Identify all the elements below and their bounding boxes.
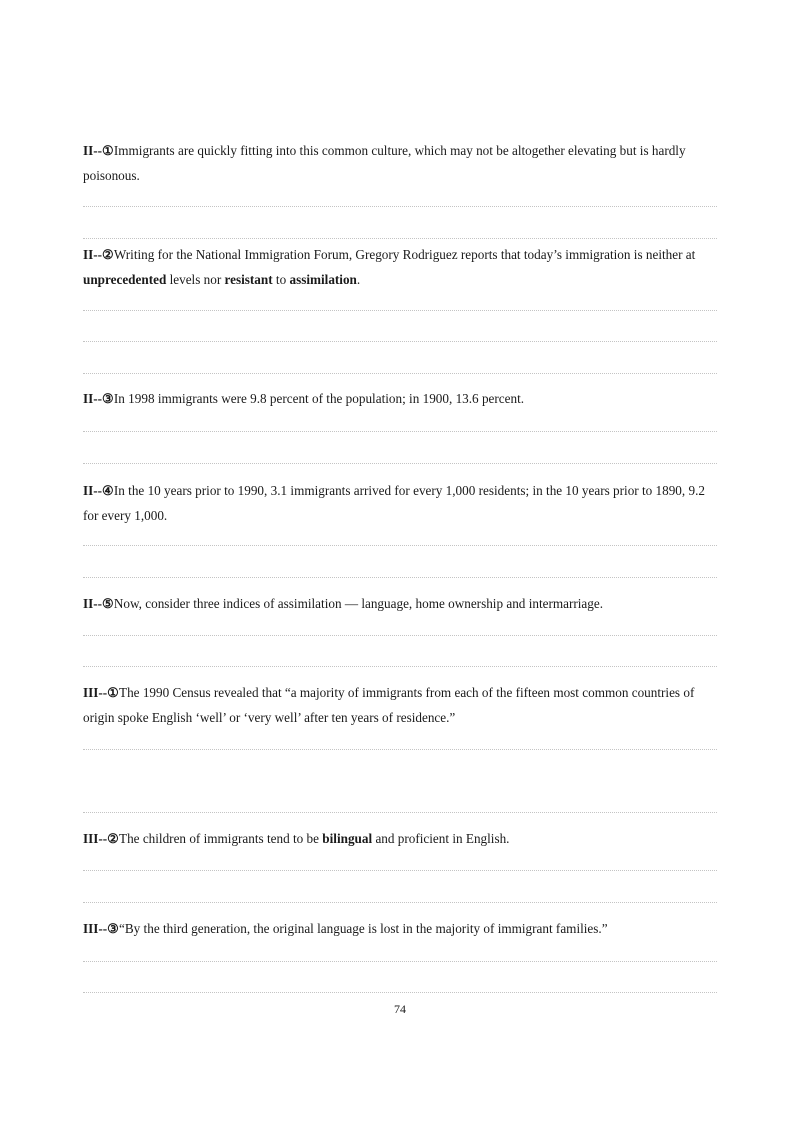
entry-text: . — [356, 272, 361, 287]
entry-text: Immigrants are quickly fitting into this common culture, which may not be altogether elevating but is hardly poisonous. — [83, 143, 686, 183]
answer-line — [83, 961, 717, 962]
entry-id: III--③ — [83, 921, 120, 936]
entry-text: and proficient in English. — [372, 831, 510, 846]
keyword-unprecedented: unprecedented — [83, 272, 167, 287]
paragraph-III-1 — [83, 680, 723, 730]
answer-line — [83, 902, 717, 903]
answer-line — [83, 463, 717, 464]
paragraph-II-5 — [83, 591, 723, 616]
answer-line — [83, 577, 717, 578]
entry-text: “By the third generation, the original language is lost in the majority of immigrant families.” — [119, 921, 608, 936]
entry-id: II--⑤ — [83, 596, 114, 611]
entry-text: The children of immigrants tend to be — [119, 831, 323, 846]
paragraph-II-3 — [83, 386, 723, 411]
answer-line — [83, 635, 717, 636]
paragraph-II-2 — [83, 242, 723, 292]
answer-line — [83, 749, 717, 750]
entry-text: to — [272, 272, 290, 287]
answer-line — [83, 992, 717, 993]
keyword-resistant: resistant — [224, 272, 273, 287]
answer-line — [83, 373, 717, 374]
paragraph-II-4 — [83, 478, 723, 528]
answer-line — [83, 666, 717, 667]
entry-id: II--④ — [83, 483, 114, 498]
entry-text: levels nor — [166, 272, 225, 287]
paragraph-II-1 — [83, 138, 723, 188]
entry-id: III--① — [83, 685, 120, 700]
answer-line — [83, 206, 717, 207]
answer-line — [83, 238, 717, 239]
answer-line — [83, 812, 717, 813]
entry-id: III--② — [83, 831, 120, 846]
entry-id: II--② — [83, 247, 114, 262]
answer-line — [83, 545, 717, 546]
entry-id: II--③ — [83, 391, 114, 406]
answer-line — [83, 310, 717, 311]
entry-text: In the 10 years prior to 1990, 3.1 immigrants arrived for every 1,000 residents; in the 10 years prior to 1890, 9.2 for every 1,000. — [83, 483, 705, 523]
entry-text: The 1990 Census revealed that “a majority of immigrants from each of the fifteen most common countries of origin spoke English ‘well’ or ‘very well’ after ten years of residence.” — [83, 685, 695, 725]
paragraph-III-3 — [83, 916, 723, 941]
answer-line — [83, 341, 717, 342]
entry-text: In 1998 immigrants were 9.8 percent of the population; in 1900, 13.6 percent. — [113, 391, 525, 406]
entry-text: Now, consider three indices of assimilation — language, home ownership and intermarriage. — [113, 596, 604, 611]
paragraph-III-2 — [83, 826, 723, 851]
keyword-bilingual: bilingual — [322, 831, 373, 846]
entry-id: II--① — [83, 143, 114, 158]
entry-text: Writing for the National Immigration Forum, Gregory Rodriguez reports that today’s immigration is neither at — [113, 247, 696, 262]
answer-line — [83, 870, 717, 871]
keyword-assimilation: assimilation — [289, 272, 357, 287]
answer-line — [83, 431, 717, 432]
page-number: 74 — [394, 1002, 406, 1016]
